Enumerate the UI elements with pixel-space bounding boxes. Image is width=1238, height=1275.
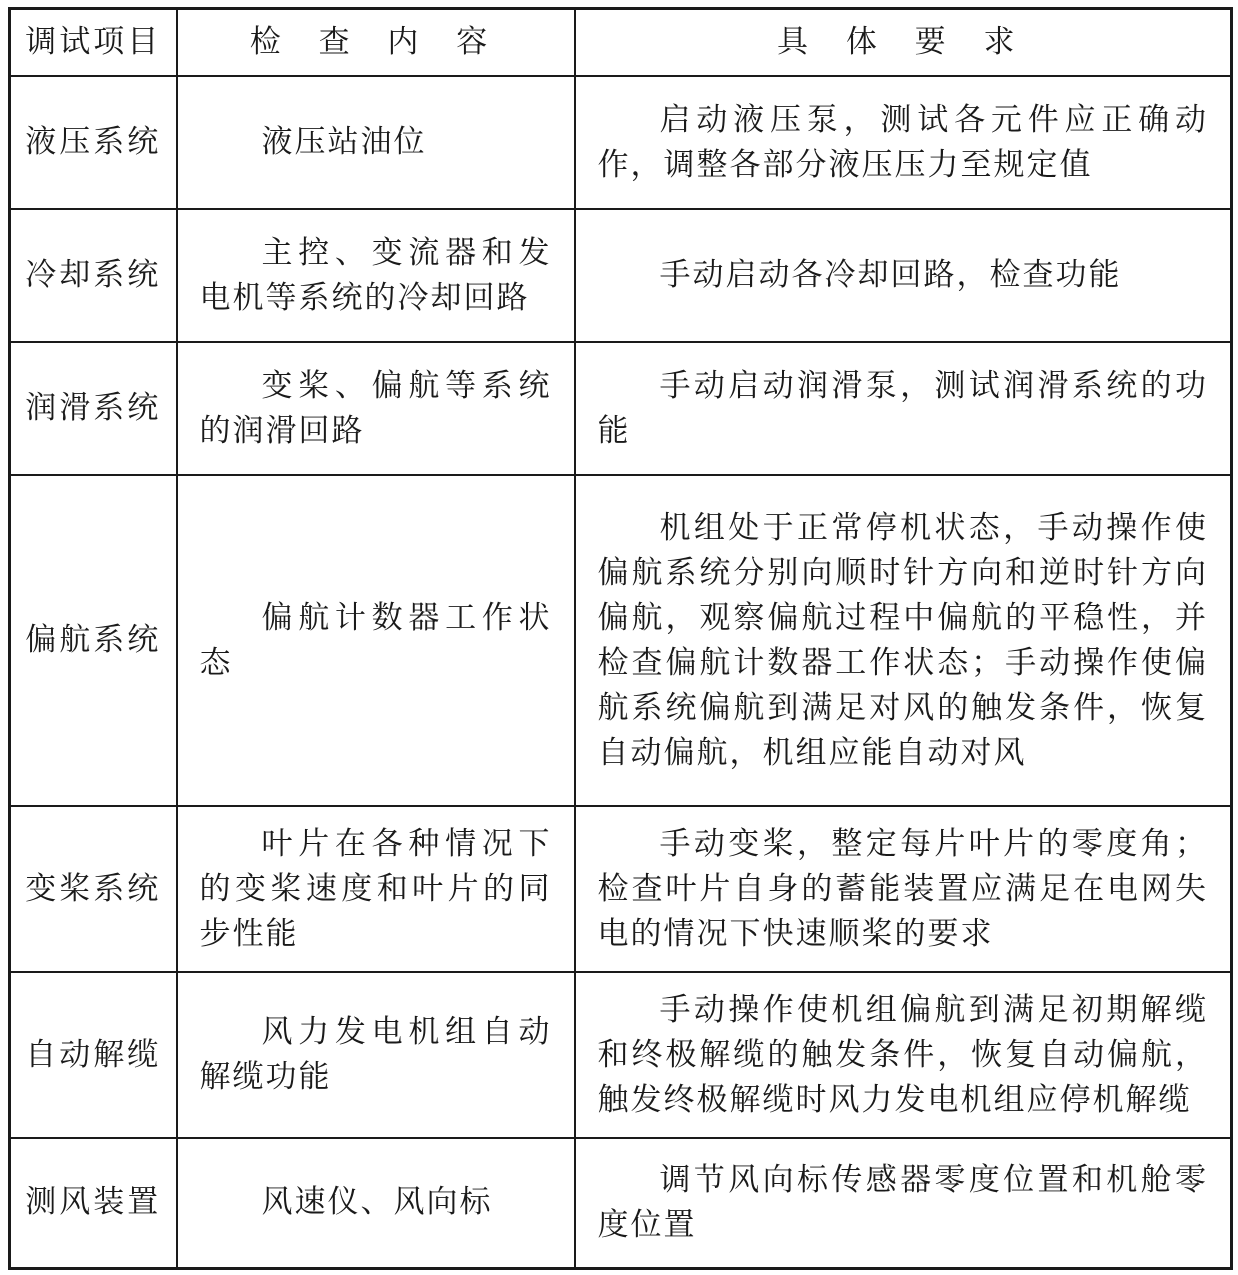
row-content: 叶片在各种情况下的变桨速度和叶片的同步性能 <box>177 806 575 972</box>
table-row <box>10 475 1232 806</box>
row-item: 偏航系统 <box>10 475 177 806</box>
table-row <box>10 806 1232 972</box>
row-content: 主控、变流器和发电机等系统的冷却回路 <box>177 209 575 342</box>
header-requirement: 具 体 要 求 <box>575 9 1232 77</box>
row-item: 润滑系统 <box>10 342 177 475</box>
header-row <box>10 9 1232 77</box>
table-row <box>10 342 1232 475</box>
row-requirement: 启动液压泵，测试各元件应正确动作，调整各部分液压压力至规定值 <box>575 76 1232 209</box>
header-content: 检 查 内 容 <box>177 9 575 77</box>
row-requirement: 手动启动各冷却回路，检查功能 <box>575 209 1232 342</box>
row-content: 变桨、偏航等系统的润滑回路 <box>177 342 575 475</box>
row-requirement: 机组处于正常停机状态，手动操作使偏航系统分别向顺时针方向和逆时针方向偏航，观察偏航过程中偏航的平稳性，并检查偏航计数器工作状态；手动操作使偏航系统偏航到满足对风的触发条件，恢复自动偏航，机组应能自动对风 <box>575 475 1232 806</box>
table-row <box>10 209 1232 342</box>
row-content: 偏航计数器工作状态 <box>177 475 575 806</box>
header-item: 调试项目 <box>10 9 177 77</box>
row-content: 风力发电机组自动解缆功能 <box>177 972 575 1138</box>
row-content: 液压站油位 <box>177 76 575 209</box>
table-row <box>10 1138 1232 1268</box>
commissioning-table <box>8 7 1233 1270</box>
row-requirement: 手动操作使机组偏航到满足初期解缆和终极解缆的触发条件，恢复自动偏航，触发终极解缆时风力发电机组应停机解缆 <box>575 972 1232 1138</box>
table-row <box>10 76 1232 209</box>
row-item: 液压系统 <box>10 76 177 209</box>
row-item: 变桨系统 <box>10 806 177 972</box>
table-row <box>10 972 1232 1138</box>
row-requirement: 调节风向标传感器零度位置和机舱零度位置 <box>575 1138 1232 1268</box>
row-item: 自动解缆 <box>10 972 177 1138</box>
row-requirement: 手动变桨，整定每片叶片的零度角；检查叶片自身的蓄能装置应满足在电网失电的情况下快速顺桨的要求 <box>575 806 1232 972</box>
row-item: 测风装置 <box>10 1138 177 1268</box>
row-item: 冷却系统 <box>10 209 177 342</box>
row-content: 风速仪、风向标 <box>177 1138 575 1268</box>
row-requirement: 手动启动润滑泵，测试润滑系统的功能 <box>575 342 1232 475</box>
